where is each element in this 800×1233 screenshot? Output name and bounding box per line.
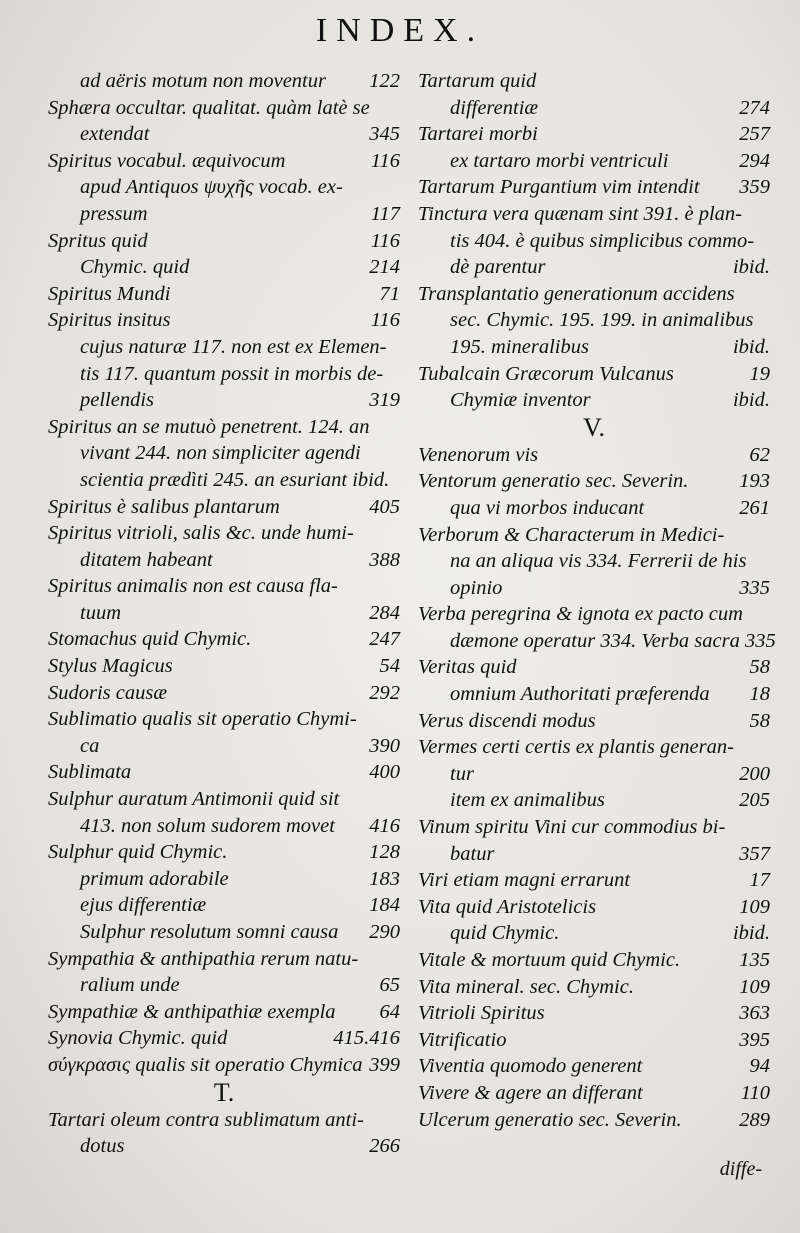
page-number: ibid.	[732, 256, 770, 279]
entry-text: Sublimatio qualis sit operatio Chymi-	[48, 708, 357, 731]
entry-text: sec. Chymic. 195. 199. in animalibus	[450, 309, 754, 332]
page-number: 400	[369, 761, 400, 784]
index-entry	[48, 201, 400, 228]
entry-text: Spritus quid	[48, 229, 148, 252]
entry-text: Chymiæ inventor	[450, 389, 591, 412]
entry-text: ejus differentiæ	[80, 894, 207, 917]
page-number: 62	[749, 443, 770, 466]
page-number: 54	[379, 655, 400, 678]
section-letter: V.	[583, 412, 605, 442]
entry-text: quid Chymic.	[450, 922, 560, 945]
index-entry	[418, 522, 770, 549]
index-entry	[418, 548, 770, 575]
entry-text: Veritas quid	[418, 656, 517, 679]
entry-text: Tinctura vera quænam sint 391. è plan-	[418, 202, 743, 225]
page-number: 135	[739, 949, 770, 971]
page-number: ibid.	[732, 922, 770, 945]
index-entry	[418, 334, 770, 361]
entry-text: Sulphur resolutum somni causa	[80, 921, 339, 943]
page-number: 109	[739, 975, 770, 998]
index-entry	[48, 653, 400, 680]
entry-text: dæmone operatur 334. Verba sacra 335	[450, 629, 776, 652]
entry-text: opinio	[450, 576, 503, 599]
page-number: 71	[379, 282, 400, 305]
entry-text: Tartarum quid	[418, 70, 537, 92]
index-entry	[418, 841, 770, 868]
page-number: 122	[369, 70, 400, 92]
page-number: 117	[370, 202, 400, 225]
entry-text: item ex animalibus	[450, 789, 605, 812]
index-entry	[48, 68, 400, 95]
catchword: diffe-	[719, 1158, 762, 1180]
entry-text: Vitrioli Spiritus	[418, 1002, 545, 1025]
index-entry	[48, 121, 400, 148]
entry-text: Spiritus vitrioli, salis &c. unde humi-	[48, 522, 354, 545]
entry-text: Tartarei morbi	[418, 123, 538, 146]
index-entry	[418, 920, 770, 947]
index-entry	[48, 440, 400, 467]
page-number: 64	[379, 1000, 400, 1023]
index-entry	[48, 999, 400, 1026]
index-entry	[418, 361, 770, 388]
index-entry	[48, 1025, 400, 1052]
page-number: 184	[369, 894, 400, 917]
page-number: 390	[369, 734, 400, 757]
index-entry	[48, 95, 400, 122]
entry-text: ca	[80, 734, 100, 757]
page-number: 109	[739, 895, 770, 918]
page-number: 319	[369, 389, 400, 412]
index-entry	[48, 361, 400, 388]
page-number: 183	[369, 867, 400, 890]
entry-text: tis 117. quantum possit in morbis de-	[80, 362, 384, 385]
index-entry	[48, 866, 400, 893]
index-entry	[418, 1107, 770, 1134]
entry-text: Spiritus animalis non est causa fla-	[48, 575, 338, 598]
index-entry	[418, 708, 770, 735]
entry-text: apud Antiquos ψυχῆς vocab. ex-	[80, 176, 343, 199]
page-number: 116	[370, 149, 400, 172]
page-header: INDEX.	[315, 12, 485, 49]
page-number: 18	[749, 683, 770, 706]
entry-text: Transplantatio generationum accidens	[418, 282, 735, 305]
index-entry	[48, 387, 400, 414]
page-number: 193	[739, 470, 770, 493]
entry-text: na an aliqua vis 334. Ferrerii de his	[450, 550, 747, 573]
index-entry	[48, 626, 400, 653]
entry-text: Sulphur auratum Antimonii quid sit	[48, 788, 340, 811]
entry-text: Vita mineral. sec. Chymic.	[418, 975, 634, 998]
entry-text: pellendis	[80, 389, 155, 412]
index-entry	[48, 148, 400, 175]
entry-text: pressum	[80, 202, 148, 225]
entry-text: Sympathia & anthipathia rerum natu-	[48, 947, 359, 970]
index-entry	[48, 467, 400, 494]
index-entry	[418, 95, 770, 122]
index-entry	[418, 681, 770, 708]
index-entry	[418, 121, 770, 148]
index-column-right	[418, 68, 776, 1133]
index-entry	[48, 573, 400, 600]
page-number: 289	[739, 1108, 770, 1131]
entry-text: Sympathiæ & anthipathiæ exempla	[48, 1000, 336, 1023]
entry-text: Spiritus vocabul. æquivocum	[48, 149, 286, 172]
index-entry	[48, 414, 400, 441]
entry-text: Sphæra occultar. qualitat. quàm latè se	[48, 96, 370, 119]
entry-text: Spiritus Mundi	[48, 282, 171, 305]
index-entry	[48, 547, 400, 574]
entry-text: qua vi morbos inducant	[450, 496, 645, 519]
entry-text: ralium unde	[80, 974, 180, 997]
entry-text: Tartari oleum contra sublimatum anti-	[48, 1108, 364, 1131]
entry-text: Spiritus insitus	[48, 309, 171, 332]
entry-text: extendat	[80, 123, 150, 146]
page-number: 58	[749, 656, 770, 679]
index-entry	[418, 575, 770, 602]
index-entry	[418, 1027, 770, 1054]
entry-text: Spiritus an se mutuò penetrent. 124. an	[48, 415, 370, 438]
entry-text: Stomachus quid Chymic.	[48, 628, 252, 651]
index-entry	[48, 254, 400, 281]
page-number: 200	[739, 762, 770, 785]
index-entry	[48, 228, 400, 255]
page-number: 294	[739, 149, 770, 172]
index-column-left	[48, 68, 400, 1160]
page-number: 257	[739, 123, 770, 146]
entry-text: Vinum spiritu Vini cur commodius bi-	[418, 816, 726, 839]
page-number: 17	[749, 869, 770, 892]
page-number: 214	[369, 256, 400, 279]
entry-text: Vitrificatio	[418, 1028, 507, 1051]
page-number: 292	[369, 681, 400, 704]
index-entry	[418, 787, 770, 814]
page-number: ibid.	[732, 335, 770, 358]
index-entry	[418, 201, 770, 228]
page-number: 290	[369, 921, 400, 943]
entry-text: ditatem habeant	[80, 548, 213, 571]
page-number: 274	[739, 96, 770, 119]
page-number: 284	[369, 601, 400, 624]
page-number: 345	[369, 123, 400, 146]
entry-text: Spiritus è salibus plantarum	[48, 495, 280, 518]
page-number: 128	[369, 841, 400, 864]
index-entry	[418, 68, 770, 95]
entry-text: tis 404. è quibus simplicibus commo-	[450, 229, 755, 252]
page-number: 399	[369, 1053, 400, 1076]
entry-text: Viri etiam magni errarunt	[418, 869, 631, 892]
index-entry	[48, 839, 400, 866]
index-entry	[418, 867, 770, 894]
page-number: 388	[369, 548, 400, 571]
index-entry	[48, 1107, 400, 1134]
index-entry	[418, 1080, 770, 1107]
index-entry	[418, 387, 770, 414]
entry-text: Sublimata	[48, 761, 132, 784]
index-entry	[48, 892, 400, 919]
entry-text: Tartarum Purgantium vim intendit	[418, 176, 700, 199]
index-entry	[418, 495, 770, 522]
page-number: 359	[739, 176, 770, 199]
index-entry	[48, 759, 400, 786]
entry-text: Vita quid Aristotelicis	[418, 895, 597, 918]
index-entry	[48, 281, 400, 308]
page-number: 58	[749, 709, 770, 732]
index-entry	[418, 254, 770, 281]
entry-text: differentiæ	[450, 96, 539, 119]
entry-text: Stylus Magicus	[48, 655, 173, 678]
index-entry	[48, 174, 400, 201]
index-entry	[418, 628, 776, 655]
entry-text: Vermes certi certis ex plantis generan-	[418, 736, 734, 759]
page-number: 110	[740, 1081, 770, 1104]
index-entry	[418, 468, 770, 495]
index-entry	[48, 946, 400, 973]
index-entry	[418, 947, 770, 974]
page-number: 415.416	[333, 1027, 400, 1050]
index-entry	[418, 148, 770, 175]
index-entry	[418, 442, 770, 469]
index-entry	[48, 520, 400, 547]
entry-text: Venenorum vis	[418, 443, 539, 466]
index-entry	[48, 972, 400, 999]
entry-text: tuum	[80, 601, 121, 624]
index-entry	[418, 894, 770, 921]
entry-text: 195. mineralibus	[450, 335, 589, 358]
index-entry	[48, 334, 400, 361]
index-entry	[418, 1000, 770, 1027]
index-entry	[48, 307, 400, 334]
index-entry	[418, 1053, 770, 1080]
entry-text: cujus naturæ 117. non est ex Elemen-	[80, 335, 387, 358]
index-entry	[48, 706, 400, 733]
page-number: 19	[749, 362, 770, 385]
entry-text: scientia prædìti 245. an esuriant ibid.	[80, 468, 390, 491]
entry-text: Sulphur quid Chymic.	[48, 841, 228, 864]
entry-text: primum adorabile	[80, 867, 229, 890]
index-entry	[48, 494, 400, 521]
page-number: 405	[369, 495, 400, 518]
index-entry	[418, 281, 770, 308]
page-number: 247	[369, 628, 400, 651]
index-entry	[48, 1052, 400, 1079]
entry-text: σύγκρασις qualis sit operatio Chymica	[48, 1053, 363, 1076]
page-number: 65	[379, 974, 400, 997]
index-entry	[418, 654, 770, 681]
entry-text: omnium Authoritati præferenda	[450, 683, 710, 706]
entry-text: Vivere & agere an differant	[418, 1081, 643, 1104]
entry-text: Verborum & Characterum in Medici-	[418, 523, 725, 546]
entry-text: tur	[450, 762, 474, 785]
entry-text: Sudoris causæ	[48, 681, 168, 704]
entry-text: batur	[450, 842, 495, 865]
entry-text: Ulcerum generatio sec. Severin.	[418, 1108, 682, 1131]
entry-text: Ventorum generatio sec. Severin.	[418, 470, 689, 493]
entry-text: Synovia Chymic. quid	[48, 1027, 228, 1050]
index-entry	[48, 600, 400, 627]
entry-text: dotus	[80, 1135, 125, 1158]
entry-text: Chymic. quid	[80, 256, 190, 279]
page-number: 266	[369, 1135, 400, 1158]
page-number: 395	[739, 1028, 770, 1051]
entry-text: Viventia quomodo generent	[418, 1055, 643, 1078]
page-number: 357	[739, 842, 770, 865]
page-number: 116	[370, 229, 400, 252]
page-number: 363	[739, 1002, 770, 1025]
entry-text: Vitale & mortuum quid Chymic.	[418, 949, 681, 971]
entry-text: 413. non solum sudorem movet	[80, 814, 335, 837]
index-entry	[418, 307, 770, 334]
index-entry	[48, 919, 400, 946]
entry-text: ex tartaro morbi ventriculi	[450, 149, 669, 172]
entry-text: Tubalcain Græcorum Vulcanus	[418, 362, 674, 385]
page-number: 416	[369, 814, 400, 837]
index-entry	[48, 680, 400, 707]
page-number: 94	[749, 1055, 770, 1078]
index-entry	[418, 761, 770, 788]
section-letter: T.	[213, 1077, 235, 1107]
index-entry	[418, 734, 770, 761]
page-number: 116	[370, 309, 400, 332]
page-number: 205	[739, 789, 770, 812]
index-entry	[48, 733, 400, 760]
index-entry	[418, 814, 770, 841]
page-number: 261	[739, 496, 770, 519]
index-entry	[418, 228, 770, 255]
index-entry	[48, 1133, 400, 1160]
page-number: 335	[739, 576, 770, 599]
index-entry	[418, 174, 770, 201]
index-entry	[48, 786, 400, 813]
entry-text: Verus discendi modus	[418, 709, 596, 732]
index-entry	[418, 974, 770, 1001]
entry-text: dè parentur	[450, 256, 546, 279]
page-number: ibid.	[732, 389, 770, 412]
index-entry	[418, 601, 770, 628]
index-entry	[48, 813, 400, 840]
entry-text: vivant 244. non simpliciter agendi	[80, 442, 361, 465]
entry-text: ad aëris motum non moventur	[80, 70, 326, 92]
entry-text: Verba peregrina & ignota ex pacto cum	[418, 603, 743, 626]
